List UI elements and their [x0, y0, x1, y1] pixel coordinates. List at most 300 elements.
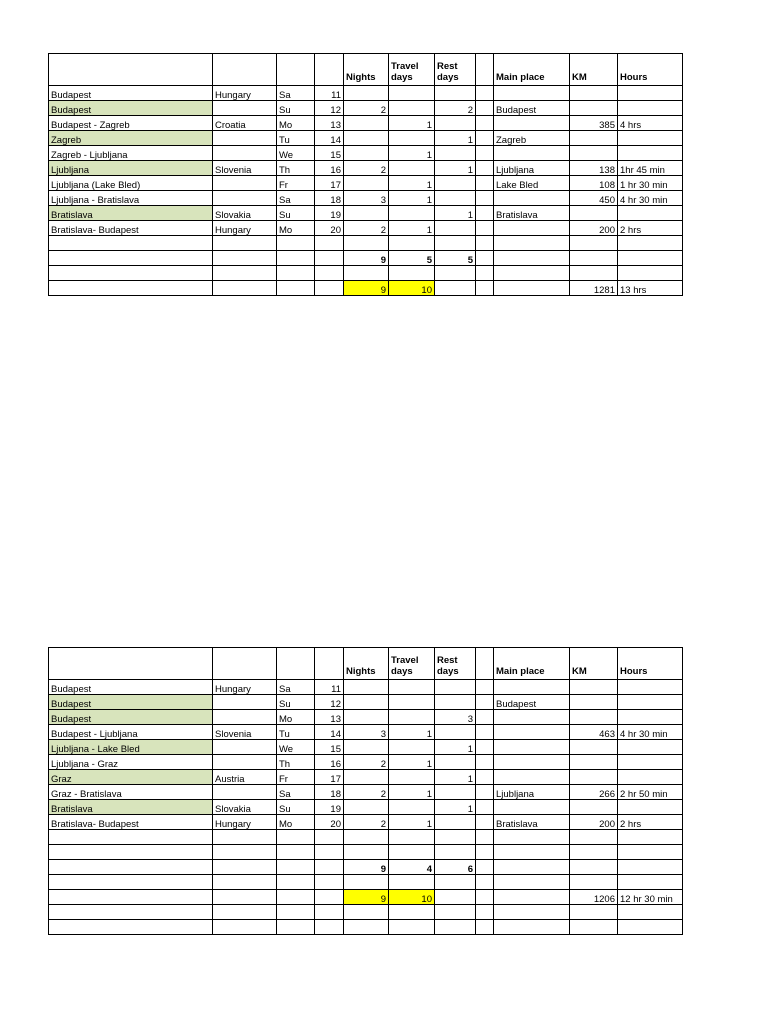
travel-cell[interactable]: 1 [389, 725, 435, 740]
day-cell[interactable]: We [277, 146, 315, 161]
travel-cell[interactable] [389, 710, 435, 725]
blank-cell[interactable] [315, 830, 344, 845]
blank-cell[interactable] [494, 236, 570, 251]
date-cell[interactable]: 12 [315, 695, 344, 710]
main-cell[interactable]: Budapest [494, 101, 570, 116]
nights-cell[interactable] [344, 176, 389, 191]
country-cell[interactable]: Slovakia [213, 800, 277, 815]
header-day-cell[interactable] [277, 648, 315, 680]
route-cell[interactable]: Zagreb - Ljubljana [49, 146, 213, 161]
summary-rest-cell[interactable] [435, 281, 476, 296]
day-cell[interactable]: Fr [277, 770, 315, 785]
header-country-cell[interactable] [213, 54, 277, 86]
summary-hours-cell[interactable]: 12 hr 30 min [618, 890, 683, 905]
blank-cell[interactable] [435, 830, 476, 845]
route-cell[interactable]: Budapest [49, 101, 213, 116]
date-cell[interactable]: 15 [315, 146, 344, 161]
summary-hours-cell[interactable]: 13 hrs [618, 281, 683, 296]
header-rest-cell[interactable]: Rest days [435, 648, 476, 680]
spacer-cell[interactable] [476, 161, 494, 176]
blank-cell[interactable] [618, 905, 683, 920]
day-cell[interactable]: Su [277, 101, 315, 116]
route-cell[interactable]: Budapest [49, 710, 213, 725]
blank-cell[interactable] [494, 905, 570, 920]
spacer-cell[interactable] [476, 131, 494, 146]
travel-cell[interactable] [389, 86, 435, 101]
total-travel-cell[interactable]: 5 [389, 251, 435, 266]
travel-cell[interactable] [389, 800, 435, 815]
nights-cell[interactable] [344, 146, 389, 161]
travel-cell[interactable]: 1 [389, 116, 435, 131]
total-country-cell[interactable] [213, 860, 277, 875]
hours-cell[interactable] [618, 131, 683, 146]
day-cell[interactable]: Tu [277, 131, 315, 146]
blank-cell[interactable] [49, 266, 213, 281]
route-cell[interactable]: Ljubljana - Lake Bled [49, 740, 213, 755]
rest-cell[interactable] [435, 695, 476, 710]
day-cell[interactable]: Su [277, 800, 315, 815]
header-spacer-cell[interactable] [476, 54, 494, 86]
blank-cell[interactable] [213, 236, 277, 251]
route-cell[interactable]: Bratislava [49, 800, 213, 815]
blank-cell[interactable] [570, 845, 618, 860]
nights-cell[interactable]: 3 [344, 191, 389, 206]
km-cell[interactable]: 138 [570, 161, 618, 176]
travel-cell[interactable] [389, 770, 435, 785]
day-cell[interactable]: Su [277, 695, 315, 710]
rest-cell[interactable] [435, 176, 476, 191]
header-km-cell[interactable]: KM [570, 54, 618, 86]
rest-cell[interactable] [435, 755, 476, 770]
route-cell[interactable]: Budapest [49, 86, 213, 101]
main-cell[interactable]: Zagreb [494, 131, 570, 146]
rest-cell[interactable] [435, 146, 476, 161]
travel-cell[interactable]: 1 [389, 146, 435, 161]
header-rest-cell[interactable]: Rest days [435, 54, 476, 86]
rest-cell[interactable]: 1 [435, 800, 476, 815]
blank-cell[interactable] [344, 236, 389, 251]
header-hours-cell[interactable]: Hours [618, 54, 683, 86]
country-cell[interactable] [213, 785, 277, 800]
blank-cell[interactable] [277, 236, 315, 251]
total-route-cell[interactable] [49, 251, 213, 266]
travel-cell[interactable]: 1 [389, 176, 435, 191]
date-cell[interactable]: 16 [315, 161, 344, 176]
blank-cell[interactable] [389, 920, 435, 935]
header-main-cell[interactable]: Main place [494, 54, 570, 86]
route-cell[interactable]: Bratislava- Budapest [49, 815, 213, 830]
main-cell[interactable] [494, 191, 570, 206]
km-cell[interactable]: 385 [570, 116, 618, 131]
blank-cell[interactable] [494, 845, 570, 860]
km-cell[interactable]: 200 [570, 221, 618, 236]
summary-day-cell[interactable] [277, 890, 315, 905]
total-main-cell[interactable] [494, 860, 570, 875]
header-nights-cell[interactable]: Nights [344, 54, 389, 86]
date-cell[interactable]: 17 [315, 176, 344, 191]
summary-day-cell[interactable] [277, 281, 315, 296]
header-date-cell[interactable] [315, 648, 344, 680]
blank-cell[interactable] [570, 905, 618, 920]
blank-cell[interactable] [618, 875, 683, 890]
blank-cell[interactable] [389, 830, 435, 845]
blank-cell[interactable] [476, 845, 494, 860]
travel-cell[interactable]: 1 [389, 755, 435, 770]
hours-cell[interactable] [618, 710, 683, 725]
date-cell[interactable]: 19 [315, 206, 344, 221]
rest-cell[interactable] [435, 86, 476, 101]
hours-cell[interactable]: 4 hr 30 min [618, 725, 683, 740]
travel-cell[interactable]: 1 [389, 785, 435, 800]
total-rest-cell[interactable]: 5 [435, 251, 476, 266]
country-cell[interactable] [213, 755, 277, 770]
total-km-cell[interactable] [570, 251, 618, 266]
country-cell[interactable]: Hungary [213, 221, 277, 236]
blank-cell[interactable] [570, 266, 618, 281]
spacer-cell[interactable] [476, 725, 494, 740]
summary-spacer-cell[interactable] [476, 281, 494, 296]
total-day-cell[interactable] [277, 251, 315, 266]
blank-cell[interactable] [476, 266, 494, 281]
hours-cell[interactable] [618, 206, 683, 221]
blank-cell[interactable] [476, 920, 494, 935]
header-route-cell[interactable] [49, 648, 213, 680]
km-cell[interactable] [570, 695, 618, 710]
total-nights-cell[interactable]: 9 [344, 860, 389, 875]
km-cell[interactable] [570, 680, 618, 695]
day-cell[interactable]: Mo [277, 221, 315, 236]
route-cell[interactable]: Ljubljana - Bratislava [49, 191, 213, 206]
blank-cell[interactable] [277, 905, 315, 920]
blank-cell[interactable] [618, 830, 683, 845]
travel-cell[interactable] [389, 131, 435, 146]
nights-cell[interactable] [344, 680, 389, 695]
main-cell[interactable] [494, 86, 570, 101]
summary-spacer-cell[interactable] [476, 890, 494, 905]
blank-cell[interactable] [389, 266, 435, 281]
header-main-cell[interactable]: Main place [494, 648, 570, 680]
rest-cell[interactable] [435, 725, 476, 740]
route-cell[interactable]: Ljubljana (Lake Bled) [49, 176, 213, 191]
hours-cell[interactable] [618, 800, 683, 815]
route-cell[interactable]: Graz - Bratislava [49, 785, 213, 800]
blank-cell[interactable] [49, 920, 213, 935]
blank-cell[interactable] [213, 920, 277, 935]
country-cell[interactable] [213, 146, 277, 161]
summary-km-cell[interactable]: 1206 [570, 890, 618, 905]
summary-date-cell[interactable] [315, 281, 344, 296]
nights-cell[interactable]: 2 [344, 101, 389, 116]
country-cell[interactable] [213, 740, 277, 755]
blank-cell[interactable] [344, 905, 389, 920]
rest-cell[interactable]: 1 [435, 161, 476, 176]
country-cell[interactable] [213, 131, 277, 146]
blank-cell[interactable] [344, 920, 389, 935]
travel-cell[interactable]: 1 [389, 815, 435, 830]
rest-cell[interactable]: 1 [435, 740, 476, 755]
route-cell[interactable]: Zagreb [49, 131, 213, 146]
nights-cell[interactable]: 2 [344, 815, 389, 830]
date-cell[interactable]: 14 [315, 131, 344, 146]
blank-cell[interactable] [49, 845, 213, 860]
day-cell[interactable]: Sa [277, 785, 315, 800]
travel-cell[interactable]: 1 [389, 191, 435, 206]
nights-cell[interactable]: 2 [344, 755, 389, 770]
blank-cell[interactable] [494, 920, 570, 935]
blank-cell[interactable] [435, 875, 476, 890]
day-cell[interactable]: Tu [277, 725, 315, 740]
day-cell[interactable]: Mo [277, 710, 315, 725]
route-cell[interactable]: Budapest - Zagreb [49, 116, 213, 131]
date-cell[interactable]: 11 [315, 86, 344, 101]
travel-cell[interactable] [389, 206, 435, 221]
main-cell[interactable] [494, 740, 570, 755]
blank-cell[interactable] [344, 830, 389, 845]
km-cell[interactable] [570, 740, 618, 755]
km-cell[interactable]: 463 [570, 725, 618, 740]
blank-cell[interactable] [49, 830, 213, 845]
summary-nights-cell[interactable]: 9 [344, 890, 389, 905]
spacer-cell[interactable] [476, 755, 494, 770]
spacer-cell[interactable] [476, 770, 494, 785]
spacer-cell[interactable] [476, 146, 494, 161]
blank-cell[interactable] [315, 236, 344, 251]
country-cell[interactable]: Austria [213, 770, 277, 785]
blank-cell[interactable] [618, 845, 683, 860]
blank-cell[interactable] [49, 905, 213, 920]
country-cell[interactable]: Slovenia [213, 725, 277, 740]
hours-cell[interactable]: 2 hr 50 min [618, 785, 683, 800]
nights-cell[interactable]: 2 [344, 785, 389, 800]
blank-cell[interactable] [315, 920, 344, 935]
blank-cell[interactable] [277, 920, 315, 935]
total-km-cell[interactable] [570, 860, 618, 875]
header-route-cell[interactable] [49, 54, 213, 86]
day-cell[interactable]: Th [277, 755, 315, 770]
spacer-cell[interactable] [476, 116, 494, 131]
blank-cell[interactable] [570, 920, 618, 935]
date-cell[interactable]: 13 [315, 710, 344, 725]
blank-cell[interactable] [618, 236, 683, 251]
blank-cell[interactable] [344, 266, 389, 281]
blank-cell[interactable] [49, 236, 213, 251]
blank-cell[interactable] [315, 905, 344, 920]
blank-cell[interactable] [277, 875, 315, 890]
blank-cell[interactable] [435, 266, 476, 281]
blank-cell[interactable] [618, 920, 683, 935]
day-cell[interactable]: Sa [277, 680, 315, 695]
blank-cell[interactable] [476, 905, 494, 920]
nights-cell[interactable]: 2 [344, 161, 389, 176]
hours-cell[interactable]: 4 hr 30 min [618, 191, 683, 206]
nights-cell[interactable] [344, 206, 389, 221]
country-cell[interactable]: Hungary [213, 86, 277, 101]
summary-main-cell[interactable] [494, 890, 570, 905]
blank-cell[interactable] [389, 236, 435, 251]
hours-cell[interactable]: 2 hrs [618, 221, 683, 236]
day-cell[interactable]: Th [277, 161, 315, 176]
blank-cell[interactable] [570, 236, 618, 251]
date-cell[interactable]: 18 [315, 785, 344, 800]
route-cell[interactable]: Ljubljana - Graz [49, 755, 213, 770]
total-country-cell[interactable] [213, 251, 277, 266]
spacer-cell[interactable] [476, 710, 494, 725]
main-cell[interactable] [494, 221, 570, 236]
day-cell[interactable]: Sa [277, 86, 315, 101]
nights-cell[interactable] [344, 770, 389, 785]
rest-cell[interactable]: 1 [435, 131, 476, 146]
hours-cell[interactable] [618, 740, 683, 755]
country-cell[interactable]: Hungary [213, 815, 277, 830]
date-cell[interactable]: 19 [315, 800, 344, 815]
blank-cell[interactable] [389, 875, 435, 890]
main-cell[interactable]: Ljubljana [494, 161, 570, 176]
blank-cell[interactable] [618, 266, 683, 281]
main-cell[interactable]: Lake Bled [494, 176, 570, 191]
rest-cell[interactable] [435, 116, 476, 131]
blank-cell[interactable] [570, 875, 618, 890]
date-cell[interactable]: 20 [315, 815, 344, 830]
total-date-cell[interactable] [315, 251, 344, 266]
day-cell[interactable]: Fr [277, 176, 315, 191]
rest-cell[interactable]: 1 [435, 770, 476, 785]
total-main-cell[interactable] [494, 251, 570, 266]
summary-route-cell[interactable] [49, 890, 213, 905]
hours-cell[interactable]: 4 hrs [618, 116, 683, 131]
country-cell[interactable]: Slovakia [213, 206, 277, 221]
travel-cell[interactable] [389, 680, 435, 695]
blank-cell[interactable] [435, 920, 476, 935]
spacer-cell[interactable] [476, 176, 494, 191]
travel-cell[interactable] [389, 695, 435, 710]
blank-cell[interactable] [494, 266, 570, 281]
header-km-cell[interactable]: KM [570, 648, 618, 680]
km-cell[interactable] [570, 206, 618, 221]
date-cell[interactable]: 12 [315, 101, 344, 116]
km-cell[interactable] [570, 710, 618, 725]
day-cell[interactable]: We [277, 740, 315, 755]
header-day-cell[interactable] [277, 54, 315, 86]
rest-cell[interactable] [435, 815, 476, 830]
rest-cell[interactable] [435, 221, 476, 236]
main-cell[interactable] [494, 755, 570, 770]
nights-cell[interactable]: 3 [344, 725, 389, 740]
blank-cell[interactable] [435, 236, 476, 251]
blank-cell[interactable] [344, 875, 389, 890]
hours-cell[interactable] [618, 755, 683, 770]
travel-cell[interactable] [389, 101, 435, 116]
blank-cell[interactable] [277, 266, 315, 281]
date-cell[interactable]: 15 [315, 740, 344, 755]
spacer-cell[interactable] [476, 206, 494, 221]
km-cell[interactable] [570, 770, 618, 785]
spacer-cell[interactable] [476, 86, 494, 101]
blank-cell[interactable] [49, 875, 213, 890]
nights-cell[interactable] [344, 800, 389, 815]
blank-cell[interactable] [213, 875, 277, 890]
spacer-cell[interactable] [476, 680, 494, 695]
date-cell[interactable]: 18 [315, 191, 344, 206]
summary-travel-cell[interactable]: 10 [389, 890, 435, 905]
date-cell[interactable]: 16 [315, 755, 344, 770]
km-cell[interactable] [570, 131, 618, 146]
country-cell[interactable] [213, 176, 277, 191]
nights-cell[interactable] [344, 740, 389, 755]
main-cell[interactable] [494, 710, 570, 725]
nights-cell[interactable] [344, 710, 389, 725]
spacer-cell[interactable] [476, 800, 494, 815]
blank-cell[interactable] [213, 905, 277, 920]
main-cell[interactable] [494, 725, 570, 740]
nights-cell[interactable]: 2 [344, 221, 389, 236]
hours-cell[interactable] [618, 146, 683, 161]
spacer-cell[interactable] [476, 815, 494, 830]
hours-cell[interactable] [618, 101, 683, 116]
blank-cell[interactable] [213, 266, 277, 281]
blank-cell[interactable] [213, 830, 277, 845]
spacer-cell[interactable] [476, 191, 494, 206]
main-cell[interactable] [494, 770, 570, 785]
blank-cell[interactable] [494, 830, 570, 845]
route-cell[interactable]: Budapest - Ljubljana [49, 725, 213, 740]
day-cell[interactable]: Mo [277, 116, 315, 131]
route-cell[interactable]: Budapest [49, 680, 213, 695]
summary-rest-cell[interactable] [435, 890, 476, 905]
country-cell[interactable] [213, 710, 277, 725]
day-cell[interactable]: Sa [277, 191, 315, 206]
spacer-cell[interactable] [476, 740, 494, 755]
summary-country-cell[interactable] [213, 281, 277, 296]
blank-cell[interactable] [389, 905, 435, 920]
total-rest-cell[interactable]: 6 [435, 860, 476, 875]
country-cell[interactable]: Hungary [213, 680, 277, 695]
country-cell[interactable]: Slovenia [213, 161, 277, 176]
main-cell[interactable] [494, 146, 570, 161]
date-cell[interactable]: 20 [315, 221, 344, 236]
km-cell[interactable] [570, 86, 618, 101]
country-cell[interactable] [213, 695, 277, 710]
total-route-cell[interactable] [49, 860, 213, 875]
blank-cell[interactable] [213, 845, 277, 860]
km-cell[interactable] [570, 800, 618, 815]
hours-cell[interactable] [618, 770, 683, 785]
blank-cell[interactable] [476, 236, 494, 251]
route-cell[interactable]: Budapest [49, 695, 213, 710]
header-travel-cell[interactable]: Travel days [389, 648, 435, 680]
hours-cell[interactable]: 1 hr 30 min [618, 176, 683, 191]
route-cell[interactable]: Ljubljana [49, 161, 213, 176]
rest-cell[interactable]: 3 [435, 710, 476, 725]
total-day-cell[interactable] [277, 860, 315, 875]
rest-cell[interactable] [435, 191, 476, 206]
total-hours-cell[interactable] [618, 251, 683, 266]
total-nights-cell[interactable]: 9 [344, 251, 389, 266]
total-hours-cell[interactable] [618, 860, 683, 875]
blank-cell[interactable] [315, 875, 344, 890]
date-cell[interactable]: 13 [315, 116, 344, 131]
summary-route-cell[interactable] [49, 281, 213, 296]
main-cell[interactable]: Ljubljana [494, 785, 570, 800]
rest-cell[interactable] [435, 680, 476, 695]
rest-cell[interactable] [435, 785, 476, 800]
blank-cell[interactable] [435, 845, 476, 860]
main-cell[interactable]: Bratislava [494, 815, 570, 830]
blank-cell[interactable] [435, 905, 476, 920]
day-cell[interactable]: Su [277, 206, 315, 221]
blank-cell[interactable] [570, 830, 618, 845]
rest-cell[interactable]: 1 [435, 206, 476, 221]
km-cell[interactable] [570, 101, 618, 116]
